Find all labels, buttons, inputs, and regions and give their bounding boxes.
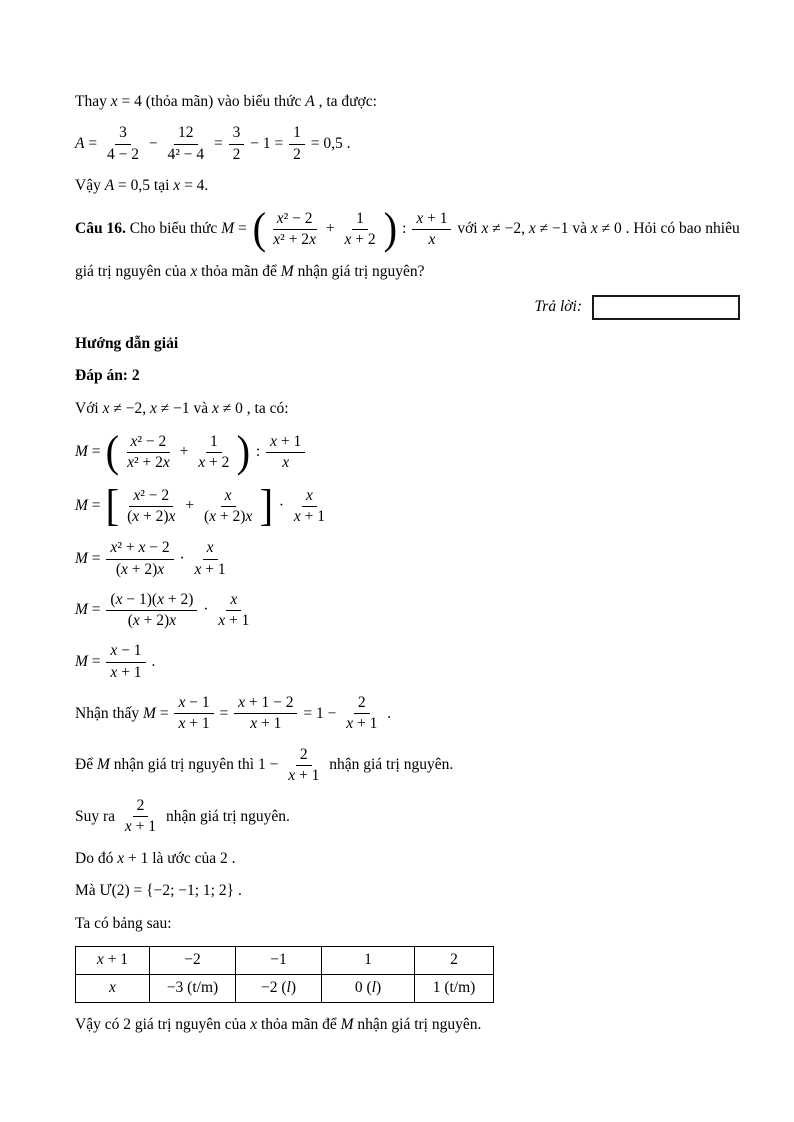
math-run: M =: [75, 443, 105, 461]
text-run: thỏa mãn để: [197, 263, 281, 281]
fraction-numerator: 2: [133, 797, 149, 817]
text-run: là ước của: [148, 849, 221, 867]
table-cell: [76, 975, 150, 1003]
line-uoc-set: [75, 881, 754, 901]
math-run: 1 −: [257, 756, 283, 774]
big-bracket: ]: [259, 481, 274, 531]
math-run: x: [109, 979, 116, 997]
math-run: x: [190, 263, 198, 281]
fraction: [106, 642, 145, 682]
math-run: A =: [75, 135, 101, 152]
fraction-denominator: x² + 2x: [127, 453, 170, 471]
text-run: nhận giá trị nguyên thì: [109, 756, 258, 774]
text-run: tại: [150, 177, 174, 195]
text-run: , ta được:: [314, 93, 377, 110]
fraction-numerator: x − 1: [106, 642, 145, 662]
fraction-numerator: 1: [352, 210, 368, 230]
math-run: :: [398, 220, 411, 238]
text-run: . Hỏi có bao nhiêu: [621, 220, 740, 238]
text-run: Nhận thấy: [75, 704, 144, 722]
heading-answer: [75, 366, 754, 386]
line-table-intro: [75, 914, 754, 934]
fraction: [174, 694, 213, 734]
table-cell: [322, 947, 415, 975]
line-suy-ra: [75, 797, 754, 837]
fraction: [234, 694, 297, 734]
fraction: [200, 487, 256, 527]
text-run: Mà Ư: [75, 882, 112, 900]
text-run: 1 (t/m): [432, 979, 476, 997]
math-run: = 0,5 .: [306, 135, 351, 152]
fraction-numerator: 3: [115, 124, 131, 144]
math-run: x: [250, 1016, 258, 1034]
equation-m-1: [75, 427, 754, 477]
fraction: [121, 797, 160, 837]
table-cell: [150, 947, 236, 975]
text-run: −2: [184, 951, 201, 969]
fraction: [191, 539, 230, 579]
fraction-denominator: x + 1: [194, 560, 226, 578]
math-run: x + 1: [96, 951, 129, 969]
math-run: +: [321, 220, 339, 238]
bold-text-run: Câu 16.: [75, 220, 126, 238]
math-run: x ≠ 0: [212, 399, 243, 417]
equation-m-5: [75, 642, 754, 682]
text-run: nhận giá trị nguyên.: [353, 1016, 482, 1034]
table-cell: [415, 947, 494, 975]
math-run: M =: [221, 220, 251, 238]
fraction-denominator: x² + 2x: [273, 230, 316, 248]
line-conditions: [75, 399, 754, 419]
fraction: [103, 124, 143, 164]
big-bracket: (: [106, 427, 120, 477]
table-row: [76, 947, 494, 975]
table-row: [76, 975, 494, 1003]
fraction-denominator: 4² − 4: [167, 145, 205, 163]
equation-m-2: [75, 481, 754, 531]
fraction-denominator: x + 1: [124, 818, 157, 836]
math-run: M =: [75, 601, 105, 619]
fraction: [123, 433, 174, 473]
math-run: +: [181, 497, 198, 515]
math-run: M =: [75, 497, 105, 515]
text-run: .: [383, 704, 392, 722]
fraction-denominator: x + 1: [250, 715, 282, 733]
big-bracket: ): [236, 427, 251, 477]
big-bracket: [: [106, 481, 120, 531]
fraction-denominator: x + 1: [218, 612, 250, 630]
text-run: Ta có bảng sau:: [75, 914, 172, 932]
math-run: A: [305, 93, 315, 110]
math-run: M =: [75, 549, 105, 567]
fraction-denominator: x + 1: [178, 715, 210, 733]
text-run: .: [227, 849, 236, 867]
math-run: x ≠ 0: [590, 220, 622, 238]
value-table: [75, 946, 494, 1003]
fraction-denominator: (x + 2)x: [127, 507, 176, 525]
fraction: [106, 591, 197, 631]
fraction-numerator: 2: [354, 694, 370, 714]
fraction-numerator: 1: [206, 433, 222, 453]
text-run: Vậy: [75, 177, 105, 195]
text-run: thỏa mãn để: [257, 1016, 341, 1034]
text-run: ): [375, 979, 382, 997]
fraction-denominator: x: [428, 230, 436, 248]
answer-label: Trả lời:: [534, 298, 582, 316]
line-conclusion-a: [75, 176, 754, 196]
heading-solution: [75, 334, 754, 354]
line-question-16b: [75, 262, 754, 282]
text-run: nhận giá trị nguyên?: [293, 263, 425, 281]
fraction: [229, 124, 245, 164]
math-run: = 1 −: [299, 704, 341, 722]
math-run: l: [286, 979, 291, 997]
big-bracket: (: [252, 204, 266, 254]
text-run: Cho biểu thức: [125, 220, 222, 238]
answer-box[interactable]: [592, 295, 740, 320]
math-run: x ≠ −2, x ≠ −1: [481, 220, 569, 238]
line-substitute: [75, 92, 754, 112]
fraction-numerator: x + 1: [412, 210, 451, 230]
math-run: =: [215, 704, 233, 722]
fraction-denominator: (x + 2)x: [127, 612, 177, 630]
text-run: ): [290, 979, 296, 997]
fraction-numerator: 1: [289, 124, 305, 144]
fraction: [290, 487, 329, 527]
fraction: [412, 210, 451, 250]
math-run: ·: [199, 601, 213, 619]
fraction-numerator: x² + x − 2: [106, 539, 173, 559]
fraction-denominator: 2: [232, 145, 241, 163]
line-final-conclusion: [75, 1015, 754, 1035]
fraction: [269, 210, 320, 250]
math-run: x ≠ −2, x ≠ −1: [102, 399, 190, 417]
fraction: [289, 124, 305, 164]
text-run: −3 (t/m): [166, 979, 219, 997]
fraction-denominator: x + 2: [344, 230, 376, 248]
fraction: [342, 694, 381, 734]
fraction-numerator: (x − 1)(x + 2): [106, 591, 197, 611]
fraction-numerator: x: [221, 487, 236, 507]
math-run: x = 4.: [173, 177, 209, 195]
fraction-denominator: 4 − 2: [106, 145, 139, 163]
math-run: − 1 =: [246, 135, 288, 152]
math-run: ·: [274, 497, 288, 515]
equation-a-value: [75, 124, 754, 164]
text-run: Để: [75, 756, 97, 774]
line-question-16: [75, 204, 754, 254]
fraction: [163, 124, 208, 164]
line-observe: [75, 694, 754, 734]
equation-m-4: [75, 591, 754, 631]
text-run: 0 (: [354, 979, 372, 997]
table-cell: [415, 975, 494, 1003]
fraction-numerator: x² − 2: [273, 210, 317, 230]
text-run: , ta có:: [242, 399, 289, 417]
math-run: M =: [75, 652, 105, 670]
text-run: với: [453, 220, 482, 238]
table-cell: [150, 975, 236, 1003]
fraction-denominator: (x + 2)x: [115, 560, 165, 578]
text-run: giá trị nguyên của: [75, 263, 191, 281]
math-run: (2) = {−2; −1; 1; 2}: [111, 882, 235, 900]
text-run: Với: [75, 399, 103, 417]
fraction-denominator: x + 1: [110, 663, 142, 681]
math-run: −: [144, 135, 162, 152]
text-run: −1: [270, 951, 287, 969]
math-run: :: [252, 443, 265, 461]
fraction-numerator: x + 1 − 2: [234, 694, 297, 714]
fraction-numerator: 12: [174, 124, 198, 144]
fraction-numerator: x: [203, 539, 218, 559]
math-run: 2: [220, 849, 228, 867]
text-run: và: [568, 220, 591, 238]
fraction-denominator: x: [282, 453, 290, 471]
text-run: 1: [364, 951, 372, 969]
big-bracket: ): [383, 204, 397, 254]
table-wrapper: [75, 946, 754, 1003]
text-run: (thỏa mãn) vào biểu thức: [141, 93, 306, 110]
text-run: 2: [450, 951, 458, 969]
fraction-numerator: x² − 2: [127, 433, 171, 453]
line-integer-condition: [75, 746, 754, 786]
bold-text-run: Hướng dẫn giải: [75, 334, 179, 352]
fraction-numerator: x + 1: [266, 433, 305, 453]
bold-text-run: Đáp án: 2: [75, 367, 140, 385]
text-run: Vậy có 2 giá trị nguyên của: [75, 1016, 251, 1034]
math-run: x = 4: [110, 93, 142, 110]
fraction-denominator: x + 2: [198, 453, 230, 471]
fraction: [340, 210, 379, 250]
fraction-denominator: x + 1: [288, 766, 320, 784]
fraction: [194, 433, 233, 473]
text-run: và: [189, 399, 212, 417]
text-run: nhận giá trị nguyên.: [162, 807, 290, 825]
text-run: .: [234, 882, 242, 900]
fraction-numerator: x: [226, 591, 241, 611]
fraction-denominator: 2: [293, 145, 301, 163]
fraction-numerator: x² − 2: [129, 487, 173, 507]
fraction-numerator: 3: [229, 124, 245, 144]
equation-m-3: [75, 539, 754, 579]
text-run: nhận giá trị nguyên.: [325, 756, 454, 774]
math-run: +: [175, 443, 193, 461]
text-run: Thay: [75, 93, 111, 110]
math-run: x + 1: [117, 849, 149, 867]
table-cell: [236, 947, 322, 975]
fraction: [284, 746, 323, 786]
line-divisor: [75, 849, 754, 869]
math-run: M: [280, 263, 294, 281]
table-cell: [76, 947, 150, 975]
text-run: −2 (: [260, 979, 287, 997]
math-run: ·: [175, 549, 189, 567]
fraction-denominator: x + 1: [293, 507, 326, 525]
fraction-numerator: 2: [296, 746, 312, 766]
fraction-numerator: x: [302, 487, 317, 507]
answer-row: [75, 295, 754, 320]
text-run: Suy ra: [75, 807, 119, 825]
math-run: .: [147, 652, 156, 670]
fraction-denominator: x + 1: [346, 715, 378, 733]
math-run: M =: [143, 704, 173, 722]
fraction-numerator: x − 1: [174, 694, 213, 714]
math-run: l: [371, 979, 376, 997]
math-run: M: [340, 1016, 354, 1034]
fraction: [266, 433, 305, 473]
fraction: [123, 487, 179, 527]
table-cell: [236, 975, 322, 1003]
text-run: Do đó: [75, 849, 118, 867]
math-run: =: [210, 135, 227, 152]
fraction-denominator: (x + 2)x: [203, 507, 253, 525]
fraction: [214, 591, 253, 631]
math-run: M: [96, 756, 110, 774]
table-cell: [322, 975, 415, 1003]
fraction: [106, 539, 173, 579]
math-run: A = 0,5: [104, 177, 151, 195]
